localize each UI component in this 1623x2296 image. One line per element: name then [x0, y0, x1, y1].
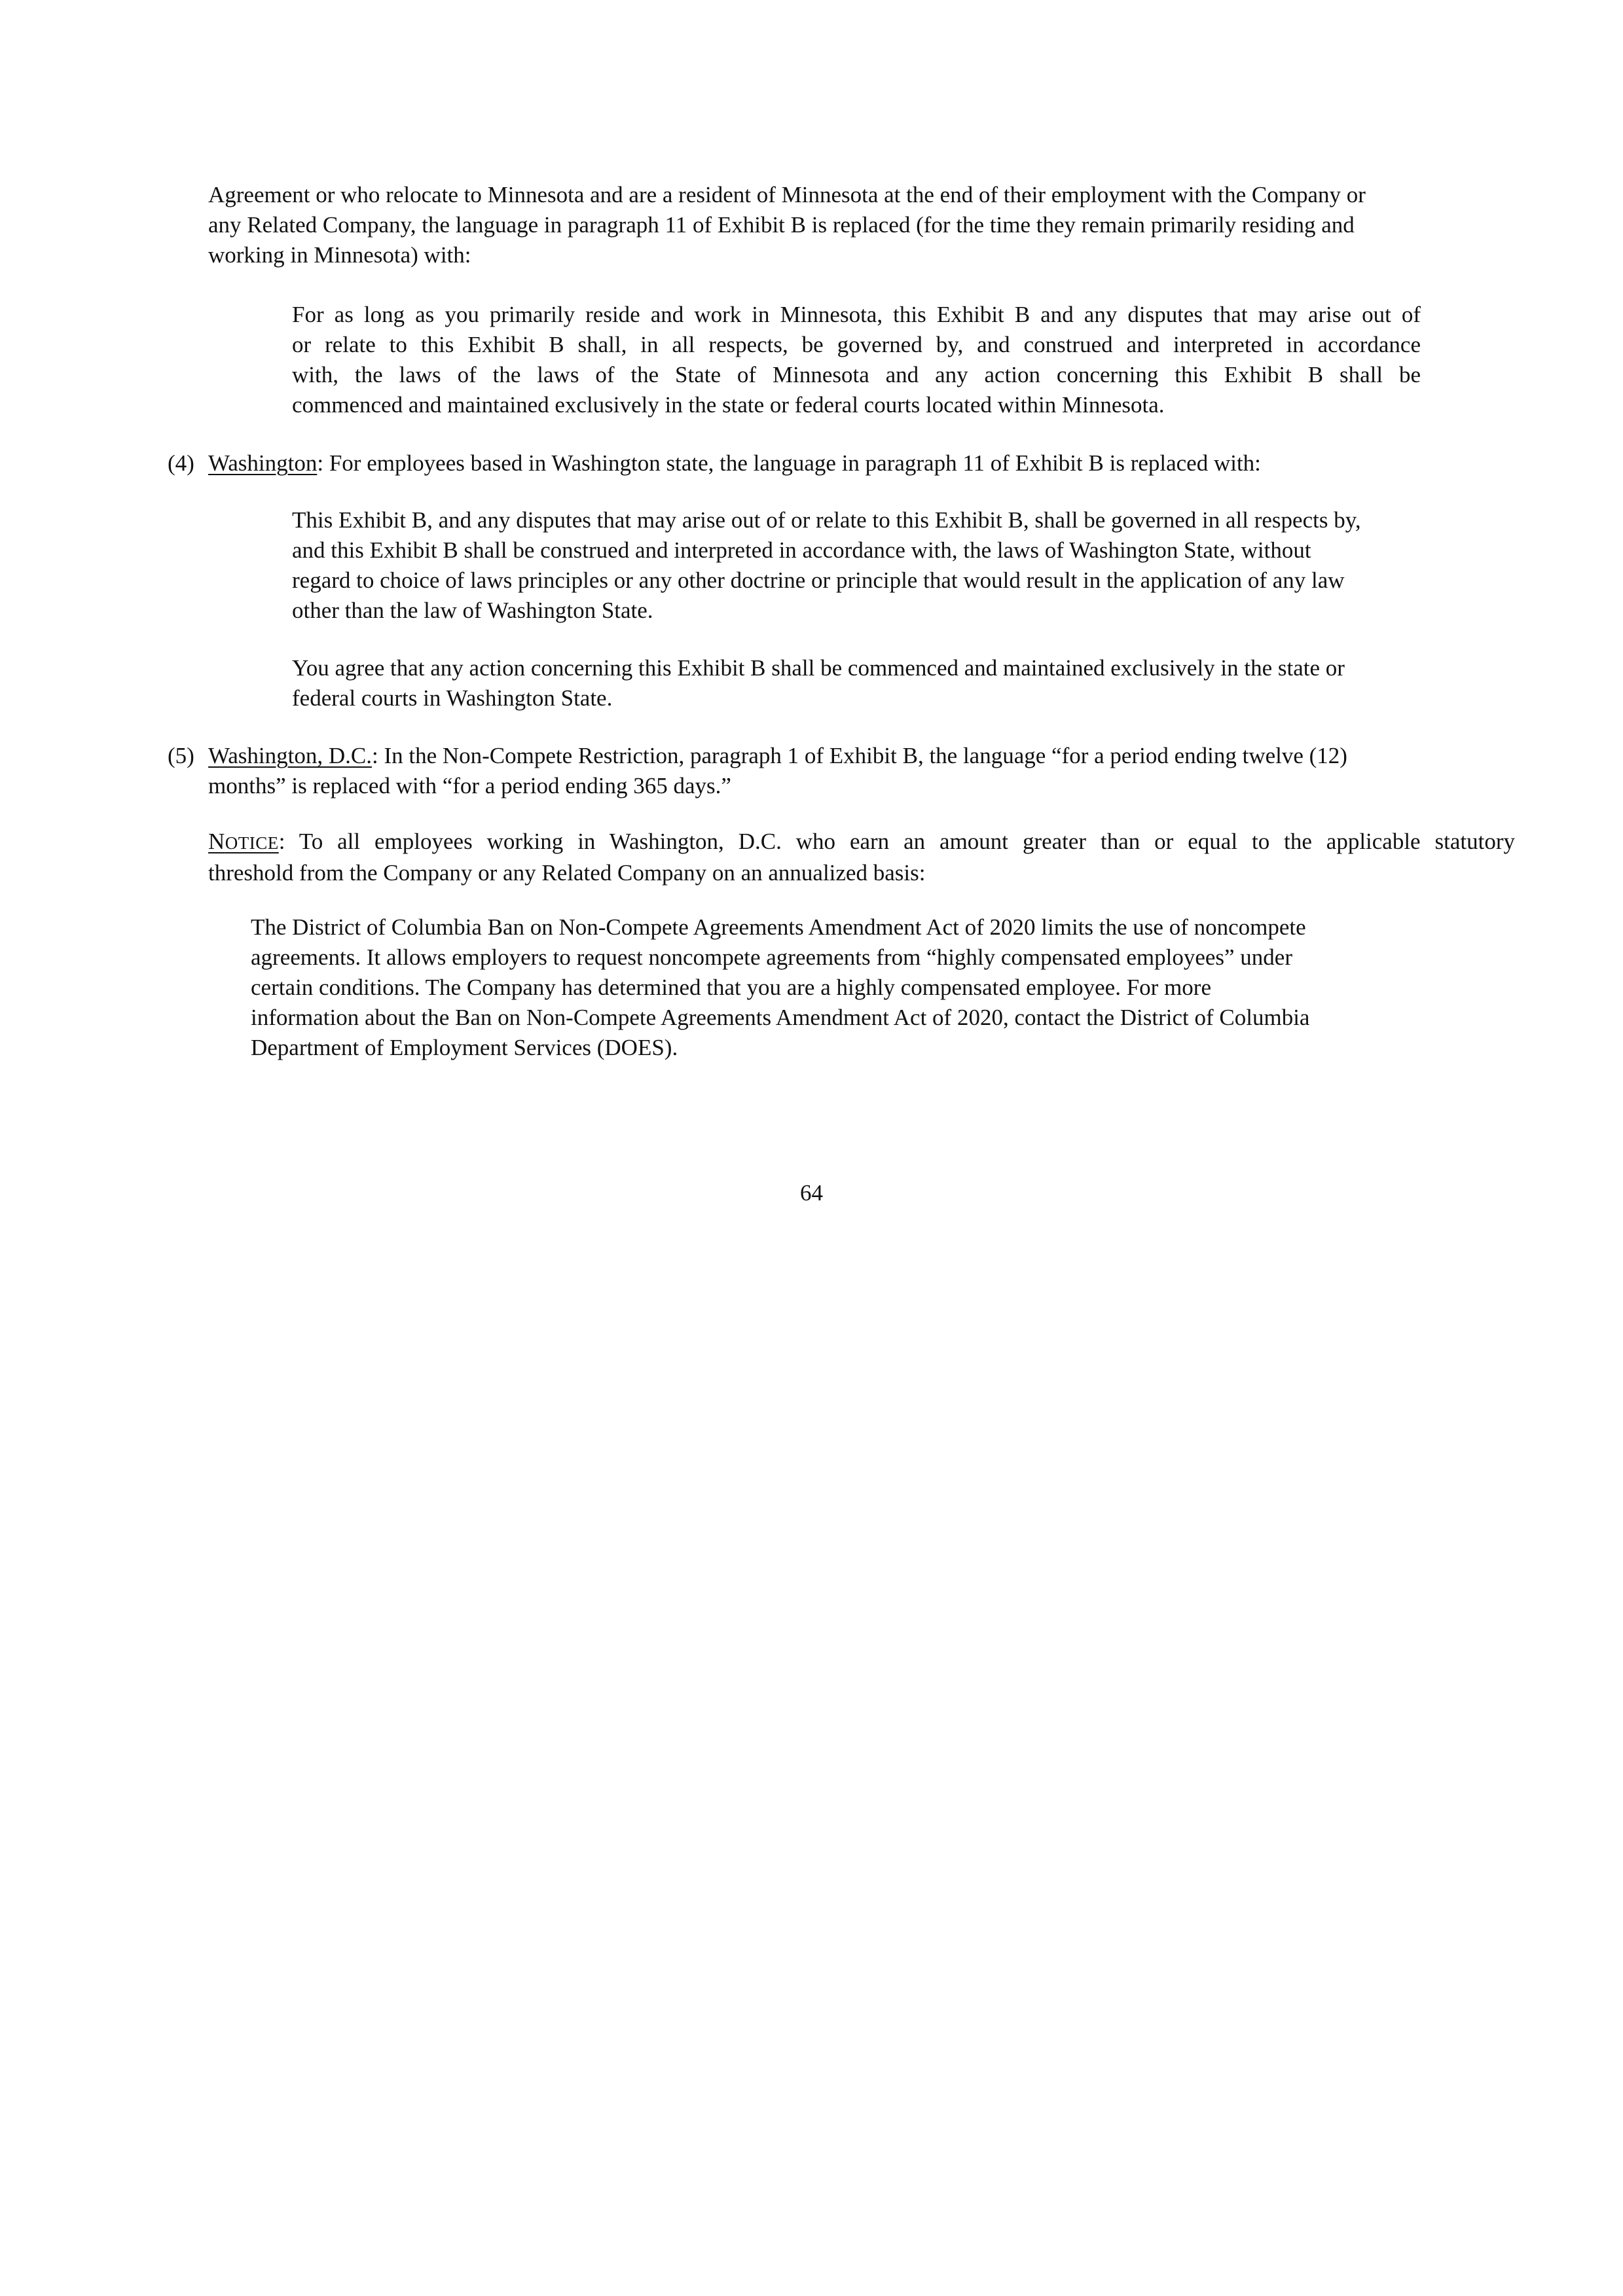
text-line: months” is replaced with “for a period ending 365 days.”: [208, 773, 731, 798]
text-line: Department of Employment Services (DOES).: [251, 1035, 678, 1060]
item-number: (4): [168, 450, 194, 476]
text-line: The District of Columbia Ban on Non-Compete Agreements Amendment Act of 2020 limits the use of noncompete: [251, 914, 1306, 940]
item-4-washington: [208, 448, 1491, 478]
text-line: For as long as you primarily reside and work in Minnesota, this Exhibit B and any disputes that may arise out of: [292, 302, 1421, 327]
text-line: [208, 741, 1491, 771]
notice-text: : To all employees working in Washington, D.C. who earn an amount greater than or equal to the applicable statutory: [278, 829, 1515, 854]
dc-quote: [251, 912, 1482, 1063]
text-line: information about the Ban on Non-Compete Agreements Amendment Act of 2020, contact the District of Columbia: [251, 1005, 1310, 1030]
item-text: : For employees based in Washington state, the language in paragraph 11 of Exhibit B is replaced with:: [317, 450, 1261, 476]
section-heading: Washington, D.C.: [208, 743, 372, 768]
washington-quote-2: [292, 653, 1470, 713]
text-line: other than the law of Washington State.: [292, 598, 653, 623]
continuation-paragraph: [208, 180, 1491, 270]
text-line: commenced and maintained exclusively in the state or federal courts located within Minnesota.: [292, 392, 1165, 418]
text-line: and this Exhibit B shall be construed and interpreted in accordance with, the laws of Washington State, without: [292, 537, 1311, 563]
text-line: [208, 827, 1515, 858]
notice-paragraph: [208, 827, 1515, 888]
text-line: or relate to this Exhibit B shall, in all respects, be governed by, and construed and interpreted in accordance: [292, 332, 1421, 357]
text-line: [208, 448, 1491, 478]
minnesota-quote: [292, 300, 1421, 420]
text-line: federal courts in Washington State.: [292, 685, 613, 711]
text-line: certain conditions. The Company has determined that you are a highly compensated employee. For more: [251, 975, 1211, 1000]
text-line: Agreement or who relocate to Minnesota and are a resident of Minnesota at the end of their employment with the Company or: [208, 182, 1366, 207]
washington-quote-1: [292, 505, 1470, 626]
item-number: (5): [168, 743, 194, 768]
notice-label: NOTICE: [208, 829, 279, 854]
page-number: 64: [800, 1180, 823, 1206]
text-line: regard to choice of laws principles or any other doctrine or principle that would result in the application of any law: [292, 567, 1345, 593]
item-5-washington-dc: [208, 741, 1491, 801]
text-line: with, the laws of the laws of the State of Minnesota and any action concerning this Exhibit B shall be: [292, 362, 1421, 387]
section-heading: Washington: [208, 450, 318, 476]
text-line: agreements. It allows employers to request noncompete agreements from “highly compensated employees” under: [251, 944, 1292, 970]
text-line: This Exhibit B, and any disputes that may arise out of or relate to this Exhibit B, shall be governed in all respects by,: [292, 507, 1361, 533]
text-line: threshold from the Company or any Related Company on an annualized basis:: [208, 860, 926, 886]
text-line: You agree that any action concerning this Exhibit B shall be commenced and maintained exclusively in the state or: [292, 655, 1345, 681]
item-text: : In the Non-Compete Restriction, paragraph 1 of Exhibit B, the language “for a period ending twelve (12): [371, 743, 1347, 768]
text-line: working in Minnesota) with:: [208, 242, 471, 268]
text-line: any Related Company, the language in paragraph 11 of Exhibit B is replaced (for the time they remain primarily residing and: [208, 212, 1355, 238]
